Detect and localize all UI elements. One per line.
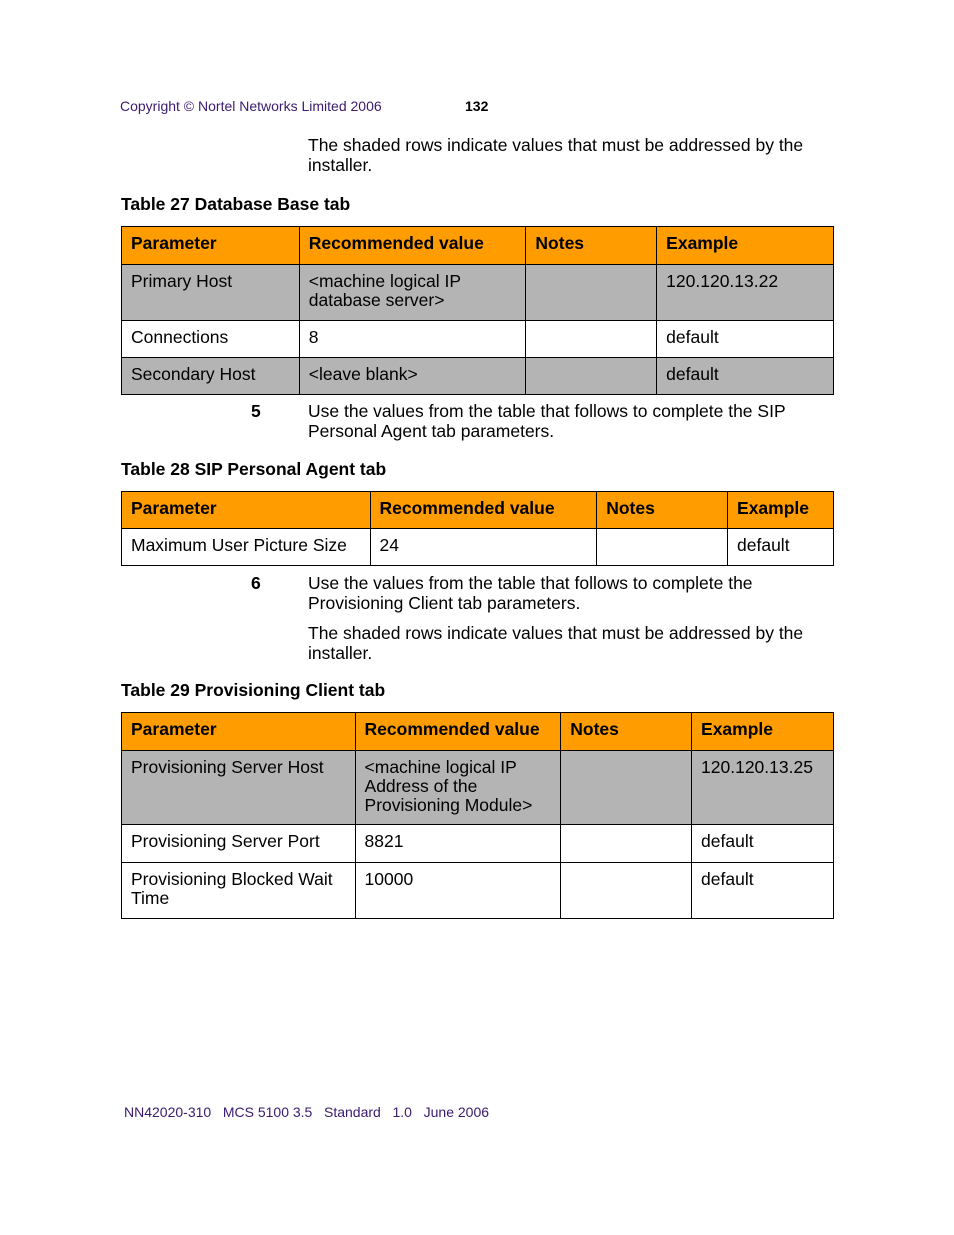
step-6-text: Use the values from the table that follows to complete the Provisioning Client tab parameters. (308, 573, 753, 613)
table-27-caption: Table 27 Database Base tab (121, 194, 351, 214)
cell-example: 120.120.13.25 (692, 751, 834, 825)
column-header-example: Example (728, 492, 834, 529)
cell-parameter: Provisioning Blocked Wait Time (122, 863, 356, 919)
cell-notes (526, 321, 657, 358)
cell-example: default (728, 529, 834, 566)
document-footer: NN42020-310 MCS 5100 3.5 Standard 1.0 June 2006 (124, 1104, 490, 1120)
intro-note: The shaded rows indicate values that must be addressed by the installer. (308, 135, 804, 175)
cell-recommended-value: 8821 (355, 825, 561, 863)
cell-recommended-value: 8 (299, 321, 526, 358)
column-header-parameter: Parameter (122, 713, 356, 751)
cell-parameter: Secondary Host (122, 358, 300, 395)
column-header-example: Example (692, 713, 834, 751)
cell-example: default (692, 863, 834, 919)
table-row (122, 358, 834, 395)
cell-notes (561, 751, 692, 825)
cell-example: default (657, 358, 834, 395)
cell-parameter: Provisioning Server Host (122, 751, 356, 825)
table-row (122, 265, 834, 321)
step-6-number: 6 (251, 573, 261, 593)
column-header-notes: Notes (561, 713, 692, 751)
table-29-provisioning-client (121, 712, 834, 919)
cell-example: 120.120.13.22 (657, 265, 834, 321)
column-header-parameter: Parameter (122, 227, 300, 265)
step-5-number: 5 (251, 401, 261, 421)
copyright-notice: Copyright © Nortel Networks Limited 2006 (120, 98, 382, 114)
table-header-row (122, 227, 834, 265)
cell-recommended-value: <machine logical IP database server> (299, 265, 526, 321)
table-row (122, 863, 834, 919)
table-row (122, 751, 834, 825)
cell-notes (526, 358, 657, 395)
cell-recommended-value: <leave blank> (299, 358, 526, 395)
table-header-row (122, 713, 834, 751)
cell-parameter: Provisioning Server Port (122, 825, 356, 863)
cell-parameter: Connections (122, 321, 300, 358)
cell-example: default (657, 321, 834, 358)
cell-parameter: Primary Host (122, 265, 300, 321)
column-header-recommended-value: Recommended value (355, 713, 561, 751)
cell-example: default (692, 825, 834, 863)
table-29-caption: Table 29 Provisioning Client tab (121, 680, 386, 700)
column-header-example: Example (657, 227, 834, 265)
column-header-notes: Notes (526, 227, 657, 265)
step-5-text: Use the values from the table that follows to complete the SIP Personal Agent tab parameters. (308, 401, 786, 441)
table-28-caption: Table 28 SIP Personal Agent tab (121, 459, 387, 479)
cell-recommended-value: <machine logical IP Address of the Provisioning Module> (355, 751, 561, 825)
cell-notes (561, 825, 692, 863)
table-header-row (122, 492, 834, 529)
table-28-sip-personal-agent (121, 491, 834, 566)
column-header-parameter: Parameter (122, 492, 371, 529)
step-6-note: The shaded rows indicate values that must be addressed by the installer. (308, 623, 804, 663)
page-number: 132 (465, 98, 489, 114)
column-header-recommended-value: Recommended value (370, 492, 597, 529)
cell-recommended-value: 24 (370, 529, 597, 566)
column-header-recommended-value: Recommended value (299, 227, 526, 265)
cell-notes (526, 265, 657, 321)
cell-notes (561, 863, 692, 919)
cell-notes (597, 529, 728, 566)
table-row (122, 825, 834, 863)
cell-recommended-value: 10000 (355, 863, 561, 919)
cell-parameter: Maximum User Picture Size (122, 529, 371, 566)
table-row (122, 321, 834, 358)
table-row (122, 529, 834, 566)
column-header-notes: Notes (597, 492, 728, 529)
table-27-database-base (121, 226, 834, 395)
